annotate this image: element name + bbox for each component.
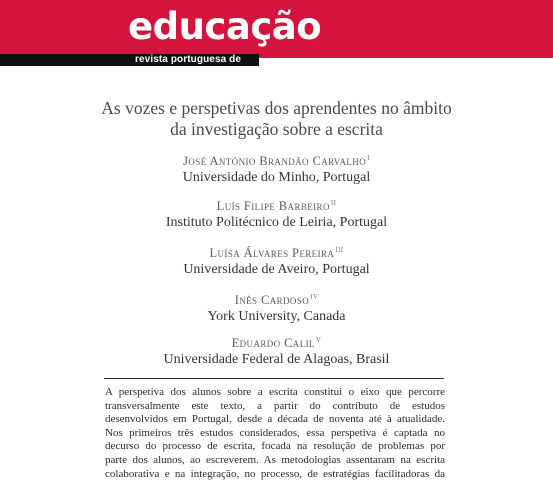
author-3-marker: III: [335, 246, 344, 254]
author-3-name: Luísa Álvares Pereira: [209, 246, 335, 261]
author-1-affiliation: Universidade do Minho, Portugal: [182, 170, 371, 186]
author-1: [0, 150, 553, 186]
journal-masthead: [0, 0, 553, 58]
abstract-line: A perspetiva dos alunos sobre a escrita constitui o eixo que percorre: [105, 386, 445, 398]
author-4-marker: IV: [310, 293, 319, 301]
journal-subtitle: revista portuguesa de: [135, 54, 242, 65]
author-5: [0, 332, 553, 368]
author-5-affiliation: Universidade Federal de Alagoas, Brasil: [163, 352, 390, 368]
author-4-affiliation: York University, Canada: [207, 309, 346, 325]
article-title-line-2: da investigação sobre a escrita: [170, 119, 383, 139]
abstract-line: parte dos alunos, ao escreverem. As metodologias assentaram na escrita: [105, 453, 445, 466]
author-2-name: Luís Filipe Barbeiro: [216, 199, 330, 214]
abstract-text: [105, 386, 445, 481]
abstract-line: transversalmente este texto, a partir do contributo de estudos: [105, 399, 445, 412]
author-1-marker: I: [367, 154, 370, 162]
article-title-line-1: As vozes e perspetivas dos aprendentes no âmbito: [101, 98, 452, 118]
abstract-line: decurso do processo de escrita, focada na resolução de problemas por: [105, 440, 445, 453]
author-4: [0, 289, 553, 325]
author-5-marker: V: [315, 336, 322, 344]
author-1-name: José António Brandão Carvalho: [183, 154, 367, 169]
author-2-marker: II: [330, 199, 337, 207]
author-3: [0, 242, 553, 278]
article-title: [0, 98, 553, 140]
abstract-divider: [104, 378, 444, 379]
author-2: [0, 195, 553, 231]
author-3-affiliation: Universidade de Aveiro, Portugal: [183, 262, 370, 278]
author-4-name: Inês Cardoso: [234, 293, 310, 308]
abstract-line: desenvolvidos em Portugal, desde a década de noventa até à atualidade.: [105, 413, 445, 426]
abstract-line: colaborativa e na integração, no processo, de estratégias facilitadoras da: [105, 467, 445, 480]
journal-title: educação: [128, 5, 322, 48]
author-5-name: Eduardo Calil: [231, 336, 315, 351]
abstract-line: Nos primeiros três estudos considerados, essa perspetiva é captada no: [105, 426, 445, 439]
author-2-affiliation: Instituto Politécnico de Leiria, Portugal: [165, 215, 388, 231]
